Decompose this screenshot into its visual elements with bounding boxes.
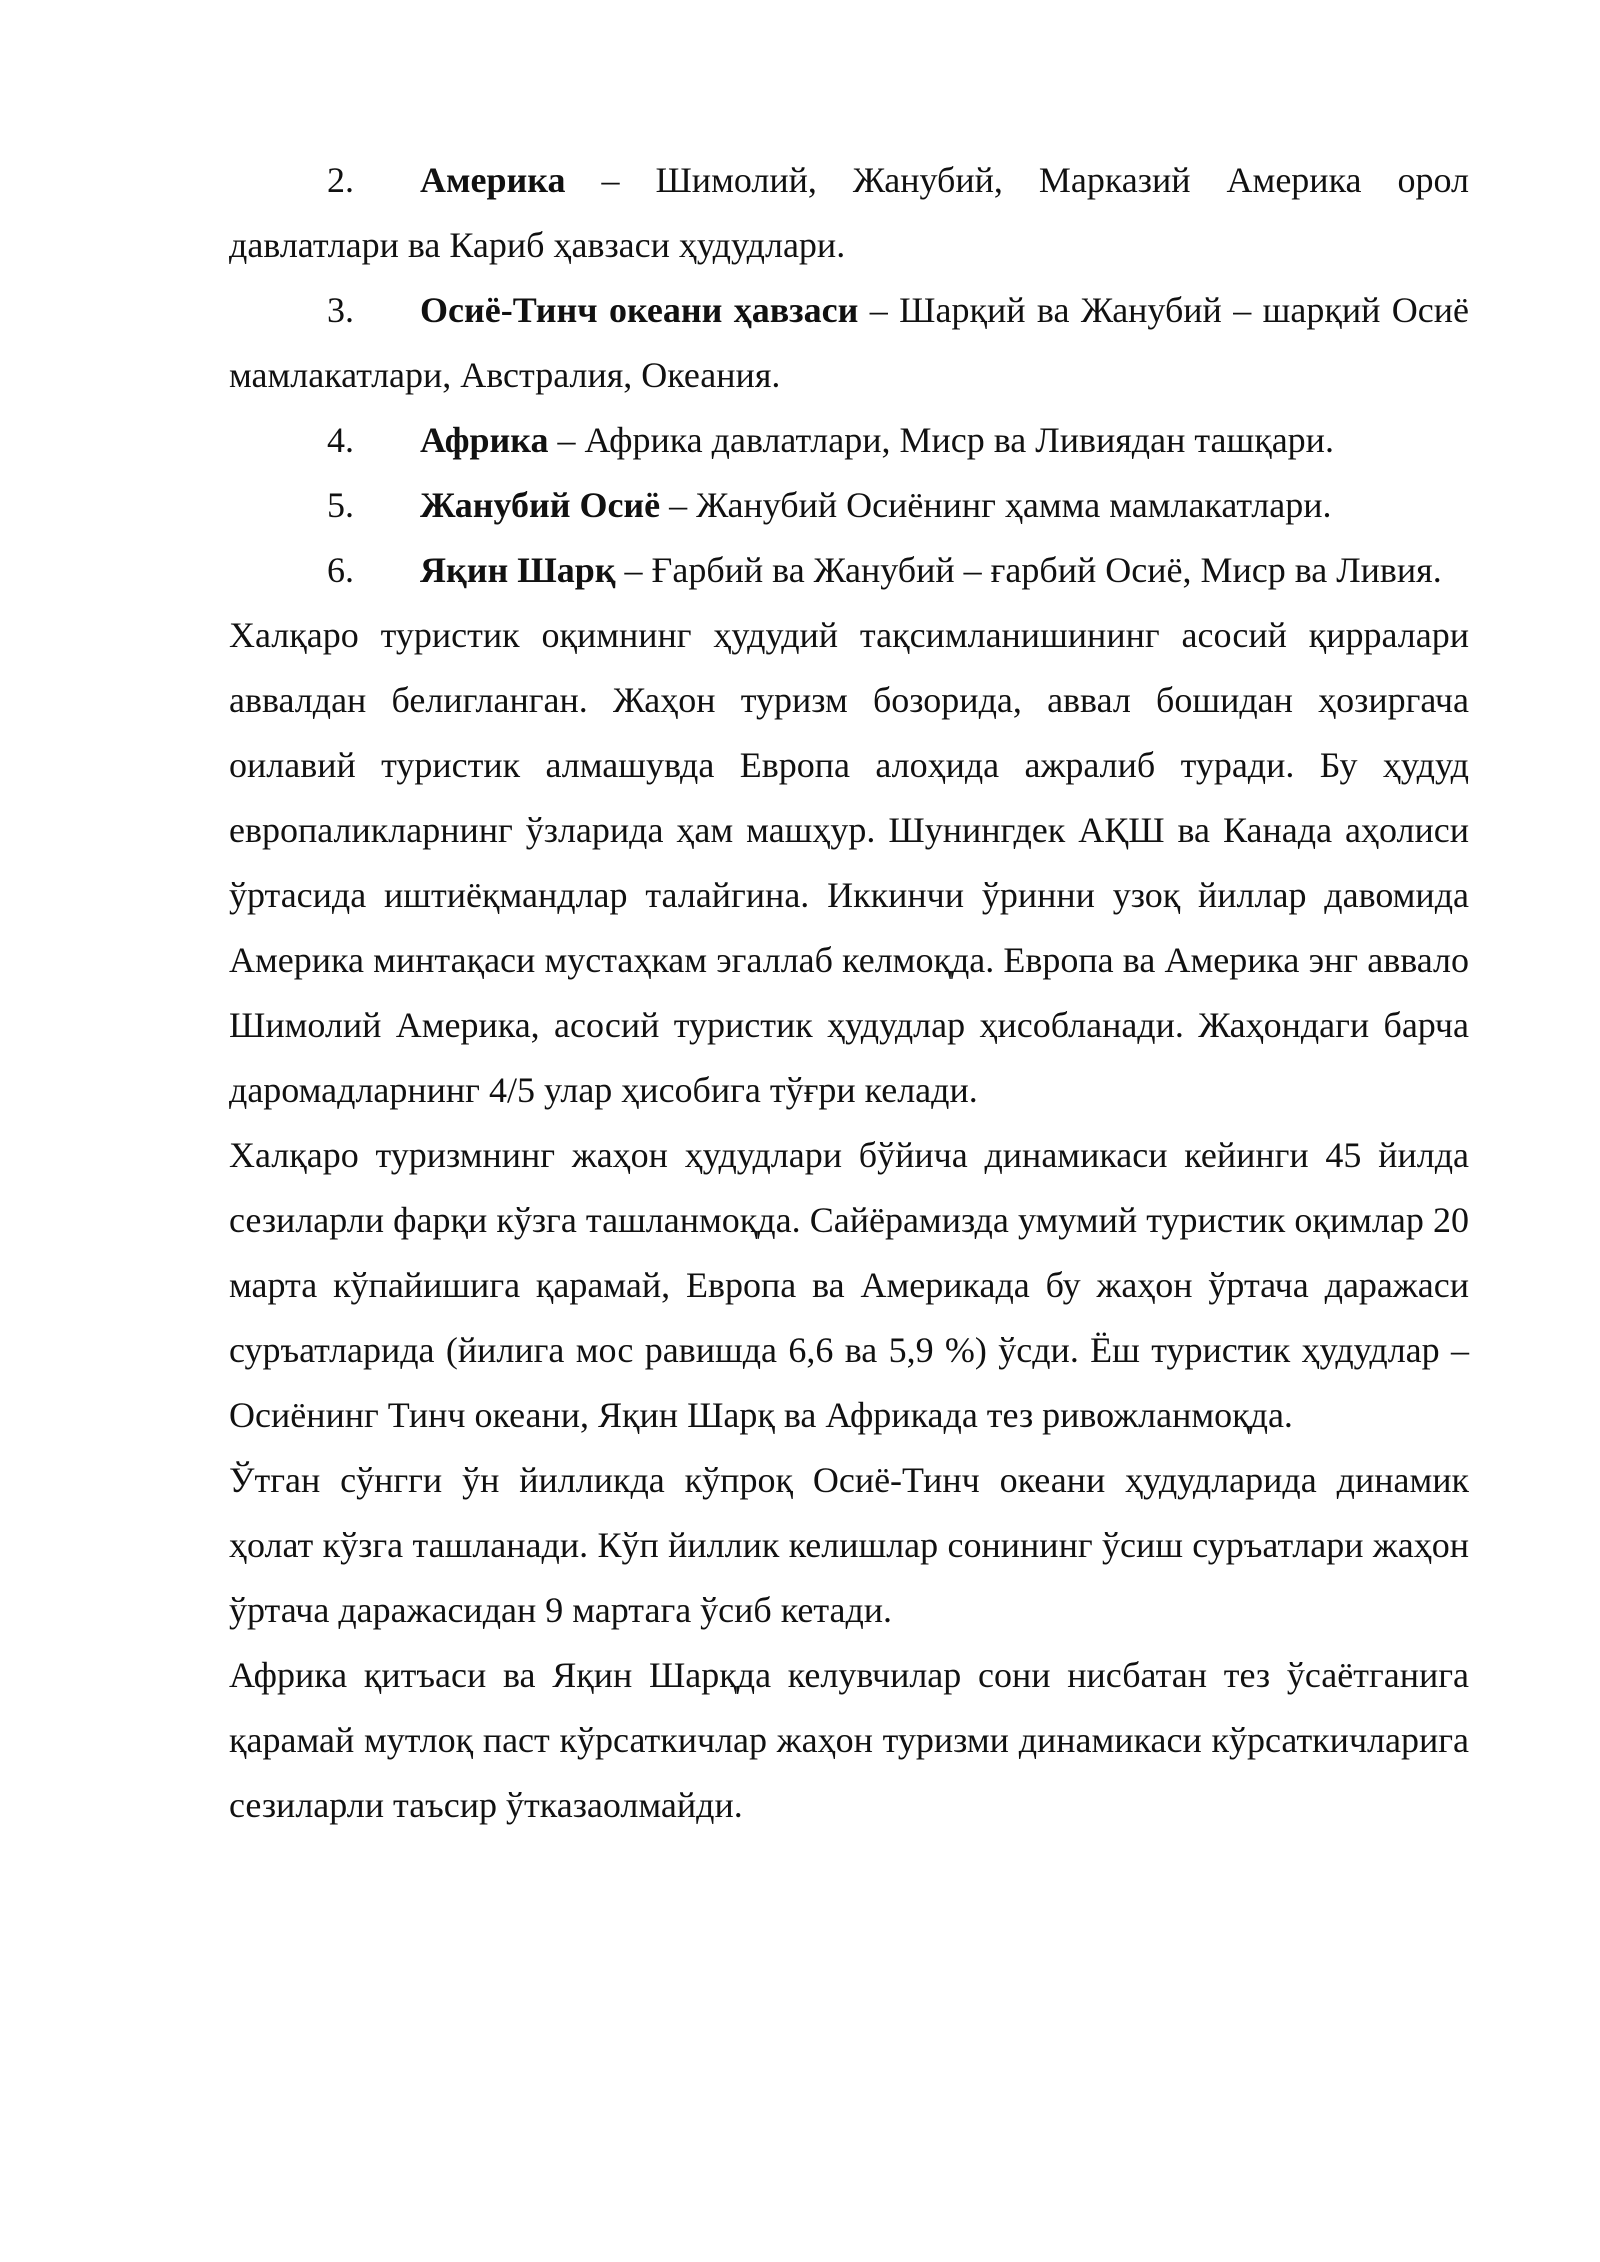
- list-item-text: – Африка давлатлари, Миср ва Ливиядан ташқари.: [548, 420, 1334, 460]
- list-item-term: Жанубий Осиё: [420, 485, 661, 525]
- body-paragraph: Африка қитъаси ва Яқин Шарқда келувчилар сони нисбатан тез ўсаётганига қарамай мутлоқ паст кўрсаткичлар жаҳон туризми динамикаси кўрсаткичларига сезиларли таъсир ўтказаолмайди.: [229, 1655, 1469, 1825]
- document-page: [229, 148, 1469, 1838]
- list-item-number: 6.: [327, 550, 354, 590]
- list-item-asia-pacific: [229, 278, 1469, 408]
- list-item-number: 4.: [327, 420, 354, 460]
- list-item-term: Яқин Шарқ: [420, 550, 616, 590]
- list-item-text: – Шимолий, Жанубий, Марказий Америка орол давлатлари ва Кариб ҳавзаси ҳудудлари.: [229, 160, 1469, 265]
- list-item-text: – Жанубий Осиёнинг ҳамма мамлакатлари.: [660, 485, 1332, 525]
- list-item-term: Америка: [420, 160, 566, 200]
- list-item-africa: [229, 408, 1469, 473]
- list-item-text: – Шарқий ва Жанубий – шарқий Осиё мамлакатлари, Австралия, Океания.: [229, 290, 1469, 395]
- list-item-middle-east: [229, 538, 1469, 603]
- list-item-america: [229, 148, 1469, 278]
- list-item-number: 2.: [327, 160, 354, 200]
- list-item-number: 3.: [327, 290, 354, 330]
- list-item-term: Африка: [420, 420, 549, 460]
- list-item-term: Осиё-Тинч океани ҳавзаси: [420, 290, 859, 330]
- list-item-south-asia: [229, 473, 1469, 538]
- list-item-text: – Ғарбий ва Жанубий – ғарбий Осиё, Миср ва Ливия.: [615, 550, 1442, 590]
- body-paragraph: Халқаро туристик оқимнинг ҳудудий тақсимланишининг асосий қирралари аввалдан белигланган. Жаҳон туризм бозорида, аввал бошидан ҳозиргача оилавий туристик алмашувда Европа алоҳида ажралиб туради. Бу ҳудуд европаликларнинг ўзларида ҳам машҳур. Шунингдек АҚШ ва Канада аҳолиси ўртасида иштиёқмандлар талайгина. Иккинчи ўринни узоқ йиллар давомида Америка минтақаси мустаҳкам эгаллаб келмоқда. Европа ва Америка энг аввало Шимолий Америка, асосий туристик ҳудудлар ҳисобланади. Жаҳондаги барча даромадларнинг 4/5 улар ҳисобига тўғри келади.: [229, 615, 1469, 1110]
- body-paragraph: Ўтган сўнгги ўн йилликда кўпроқ Осиё-Тинч океани ҳудудларида динамик ҳолат кўзга ташланади. Кўп йиллик келишлар сонининг ўсиш суръатлари жаҳон ўртача даражасидан 9 мартага ўсиб кетади.: [229, 1460, 1469, 1630]
- body-paragraph: Халқаро туризмнинг жаҳон ҳудудлари бўйича динамикаси кейинги 45 йилда сезиларли фарқи кўзга ташланмоқда. Сайёрамизда умумий туристик оқимлар 20 марта кўпайишига қарамай, Европа ва Америкада бу жаҳон ўртача даражаси суръатларида (йилига мос равишда 6,6 ва 5,9 %) ўсди. Ёш туристик ҳудудлар – Осиёнинг Тинч океани, Яқин Шарқ ва Африкада тез ривожланмоқда.: [229, 1135, 1469, 1435]
- list-item-number: 5.: [327, 485, 354, 525]
